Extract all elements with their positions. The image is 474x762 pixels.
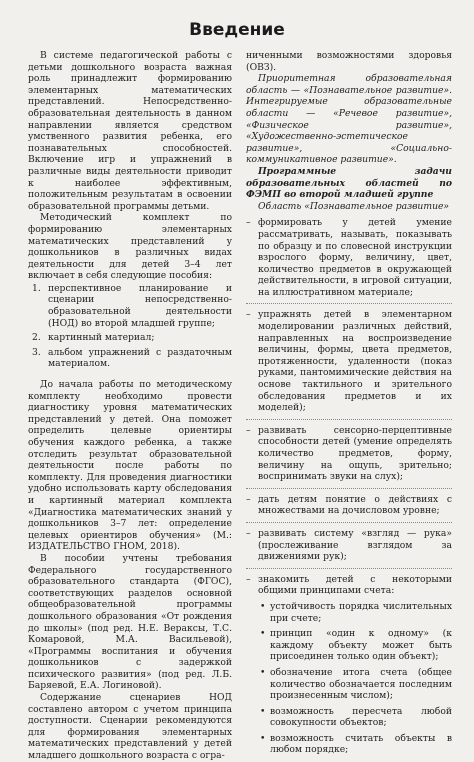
dotted-divider [246, 488, 452, 489]
dash-marker: – [246, 493, 251, 505]
task-text: дать детям понятие о действиях с множествами на дочисловом уровне; [258, 493, 452, 517]
dash-marker: – [246, 527, 251, 539]
list-text: принцип «один к одному» (к каждому объекту может быть присоединен только один объект); [270, 628, 452, 663]
left-column [28, 50, 232, 762]
paragraph: Содержание сценариев НОД составлено автором с учетом принципа доступности. Сценарии рекомендуются для формирования элементарных математических представлений у детей младшего дошкольного возраста с огра- [28, 692, 232, 762]
task-text: упражнять детей в элементарном моделировании различных действий, направленных на воспроизведение величины, формы, цвета предметов, протяженности, удаленности (показ руками, пантомимические действия на основе тактильного и зрительного обследования предметов и их моделей); [258, 309, 452, 414]
counting-principles-list [260, 601, 452, 756]
paragraph: Приоритетная образовательная область — «Познавательное развитие». Интегрируемые образовательные области — «Речевое развитие», «Физическое развитие», «Художественно-эстетическое развитие», «Социально-коммуникативное развитие». [246, 73, 452, 166]
dash-marker: – [246, 217, 251, 229]
bullet-icon: • [260, 705, 266, 717]
list-item [260, 706, 452, 729]
list-text: картинный материал; [48, 332, 155, 344]
list-text: возможность пересчета любой совокупности объектов; [270, 705, 452, 729]
list-number: 1. [32, 282, 41, 294]
list-text: возможность считать объекты в любом порядке; [270, 732, 452, 756]
bullet-icon: • [260, 628, 266, 640]
list-item [28, 332, 232, 344]
dash-marker: – [246, 309, 251, 321]
dotted-divider [246, 419, 452, 420]
task-text: развивать систему «взгляд — рука» (прослеживание взглядом за движениями рук); [258, 527, 452, 563]
right-column [246, 50, 452, 756]
paragraph: В пособии учтены требования Федерального государственного образовательного стандарта (ФГОС), соответствующих разделов основной общеобразовательной программы дошкольного образования «От рождения до школы» (под ред. Н.Е. Вераксы, Т.С. Комаровой, М.А. Васильевой), «Программы воспитания и обучения дошкольников с задержкой психического развития» (под ред. Л.Б. Баряевой, Е.А. Логиновой). [28, 552, 232, 692]
task-item [246, 574, 452, 597]
area-title: Область «Познавательное развитие» [258, 200, 450, 212]
task-item [246, 425, 452, 483]
manual-list [28, 283, 232, 370]
task-item [246, 309, 452, 413]
dash-marker: – [246, 573, 251, 585]
bullet-icon: • [260, 600, 266, 612]
task-item [246, 217, 452, 298]
paragraph: В системе педагогической работы с детьми дошкольного возраста важная роль принадлежит формированию элементарных математических представлений. Непосредственно-образовательная деятельность в данном направлении является средством умственного развития ребенка, его познавательных способностей. Включение игр и упражнений в различные виды деятельности приводит к наиболее эффективным, положительным результатам в освоении образовательной программы детьми. [28, 50, 232, 212]
paragraph-continuation: ниченными возможностями здоровья (ОВЗ). [246, 50, 452, 73]
task-item [246, 494, 452, 517]
list-item [260, 628, 452, 663]
list-item [28, 283, 232, 329]
dotted-divider [246, 568, 452, 569]
list-text: устойчивость порядка числительных при счете; [270, 600, 452, 624]
dotted-divider [246, 303, 452, 304]
list-text: перспективное планирование и сценарии непосредственно-образовательной деятельности (НОД) во второй младшей группе; [48, 282, 232, 329]
task-text: формировать у детей умение рассматривать, называть, показывать по образцу и по словесной инструкции взрослого форму, величину, цвет, количество предметов в окружающей действительности, в игровой ситуации, на иллюстративном материале; [258, 217, 452, 298]
task-text: развивать сенсорно-перцептивные способности детей (умение определять количество предметов, форму, величину на ощупь, зрительно; воспринимать звуки на слух); [258, 424, 452, 483]
section-heading: Программные задачи образовательных областей по ФЭМП во второй младшей группе [246, 165, 452, 201]
list-item [260, 601, 452, 624]
dotted-divider [246, 522, 452, 523]
list-item [260, 733, 452, 756]
list-item [28, 347, 232, 370]
list-item [260, 667, 452, 702]
page-title: Введение [189, 20, 285, 40]
bullet-icon: • [260, 666, 266, 678]
dash-marker: – [246, 424, 251, 436]
paragraph: До начала работы по методическому комплекту необходимо провести диагностику уровня математических представлений у детей. Она поможет определить целевые ориентиры обучения каждого ребенка, а также отследить результат образовательной деятельности после работы по комплекту. Для проведения диагностики удобно использовать карту обследования и картинный материал комплекта «Диагностика математических знаний у дошкольников 3–7 лет: определение целевых ориентиров обучения» (М.: ИЗДАТЕЛЬСТВО ГНОМ, 2018). [28, 379, 232, 553]
task-text: знакомить детей с некоторыми общими принципами счета: [258, 573, 452, 597]
bullet-icon: • [260, 732, 266, 744]
list-text: обозначение итога счета (общее количество обозначается последним произнесенным числом); [270, 666, 452, 702]
list-text: альбом упражнений с раздаточным материалом. [48, 346, 232, 370]
list-number: 3. [32, 346, 41, 358]
paragraph: Методический комплект по формированию элементарных математических представлений у дошкольников в различных видах деятельности для детей 3–4 лет включает в себя следующие пособия: [28, 212, 232, 282]
list-number: 2. [32, 332, 41, 344]
task-item [246, 528, 452, 563]
